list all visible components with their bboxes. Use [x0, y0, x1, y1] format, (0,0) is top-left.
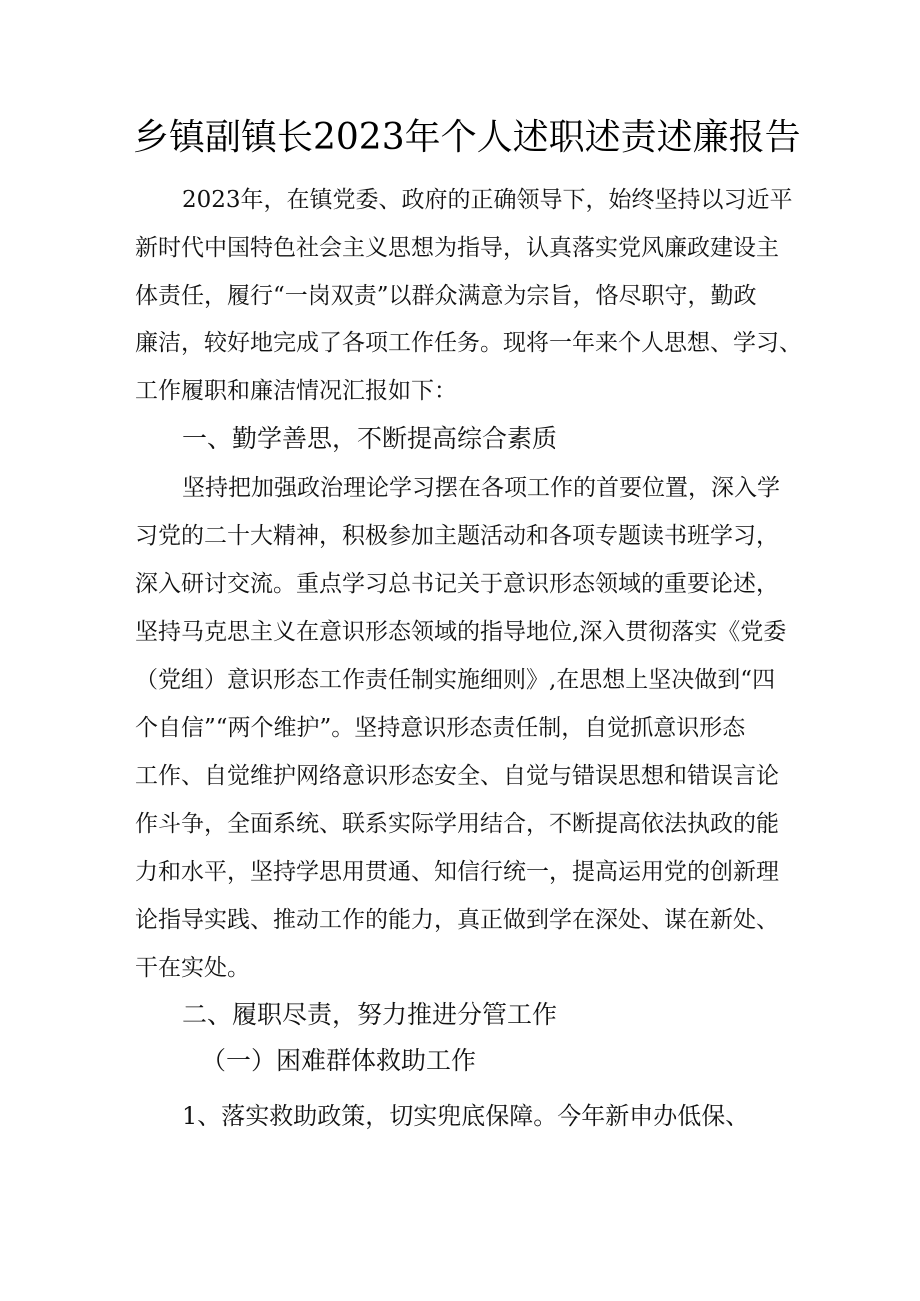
intro-line-3: 体责任，履行“一岗双责”以群众满意为宗旨，恪尽职守，勤政	[135, 283, 757, 309]
section-1-line-7: 工作、自觉维护网络意识形态安全、自觉与错误思想和错误言论	[135, 763, 779, 789]
section-1-line-2: 习党的二十大精神，积极参加主题活动和各项专题读书班学习，	[135, 523, 779, 549]
section-1-line-5: （党组）意识形态工作责任制实施细则》,在思想上坚决做到“四	[135, 667, 776, 693]
intro-line-5: 工作履职和廉洁情况汇报如下：	[135, 378, 457, 404]
section-1-line-3: 深入研讨交流。重点学习总书记关于意识形态领域的重要论述，	[135, 571, 779, 597]
item-1-line: 1、落实救助政策，切实兜底保障。今年新申办低保、	[182, 1102, 750, 1130]
section-1-line-10: 论指导实践、推动工作的能力，真正做到学在深处、谋在新处、	[135, 907, 779, 933]
section-1-line-4: 坚持马克思主义在意识形态领域的指导地位,深入贯彻落实《党委	[135, 619, 787, 645]
intro-line-4: 廉洁，较好地完成了各项工作任务。现将一年来个人思想、学习、	[135, 330, 802, 356]
section-1-heading: 一、勤学善思，不断提高综合素质	[182, 424, 558, 453]
subsection-1-heading: （一）困难群体救助工作	[201, 1046, 477, 1075]
section-1-line-11: 干在实处。	[135, 955, 250, 981]
section-1-line-9: 力和水平，坚持学思用贯通、知信行统一，提高运用党的创新理	[135, 859, 779, 885]
document-title: 乡镇副镇长2023年个人述职述责述廉报告	[133, 117, 801, 158]
section-2-heading: 二、履职尽责，努力推进分管工作	[182, 1000, 558, 1029]
intro-line-2: 新时代中国特色社会主义思想为指导，认真落实党风廉政建设主	[135, 235, 779, 261]
section-1-line-1: 坚持把加强政治理论学习摆在各项工作的首要位置，深入学	[182, 475, 780, 501]
section-1-line-6: 个自信”“两个维护”。坚持意识形态责任制，自觉抓意识形态	[135, 715, 746, 741]
intro-line-1: 2023年，在镇党委、政府的正确领导下，始终坚持以习近平	[182, 187, 793, 213]
section-1-line-8: 作斗争，全面系统、联系实际学用结合，不断提高依法执政的能	[135, 811, 779, 837]
